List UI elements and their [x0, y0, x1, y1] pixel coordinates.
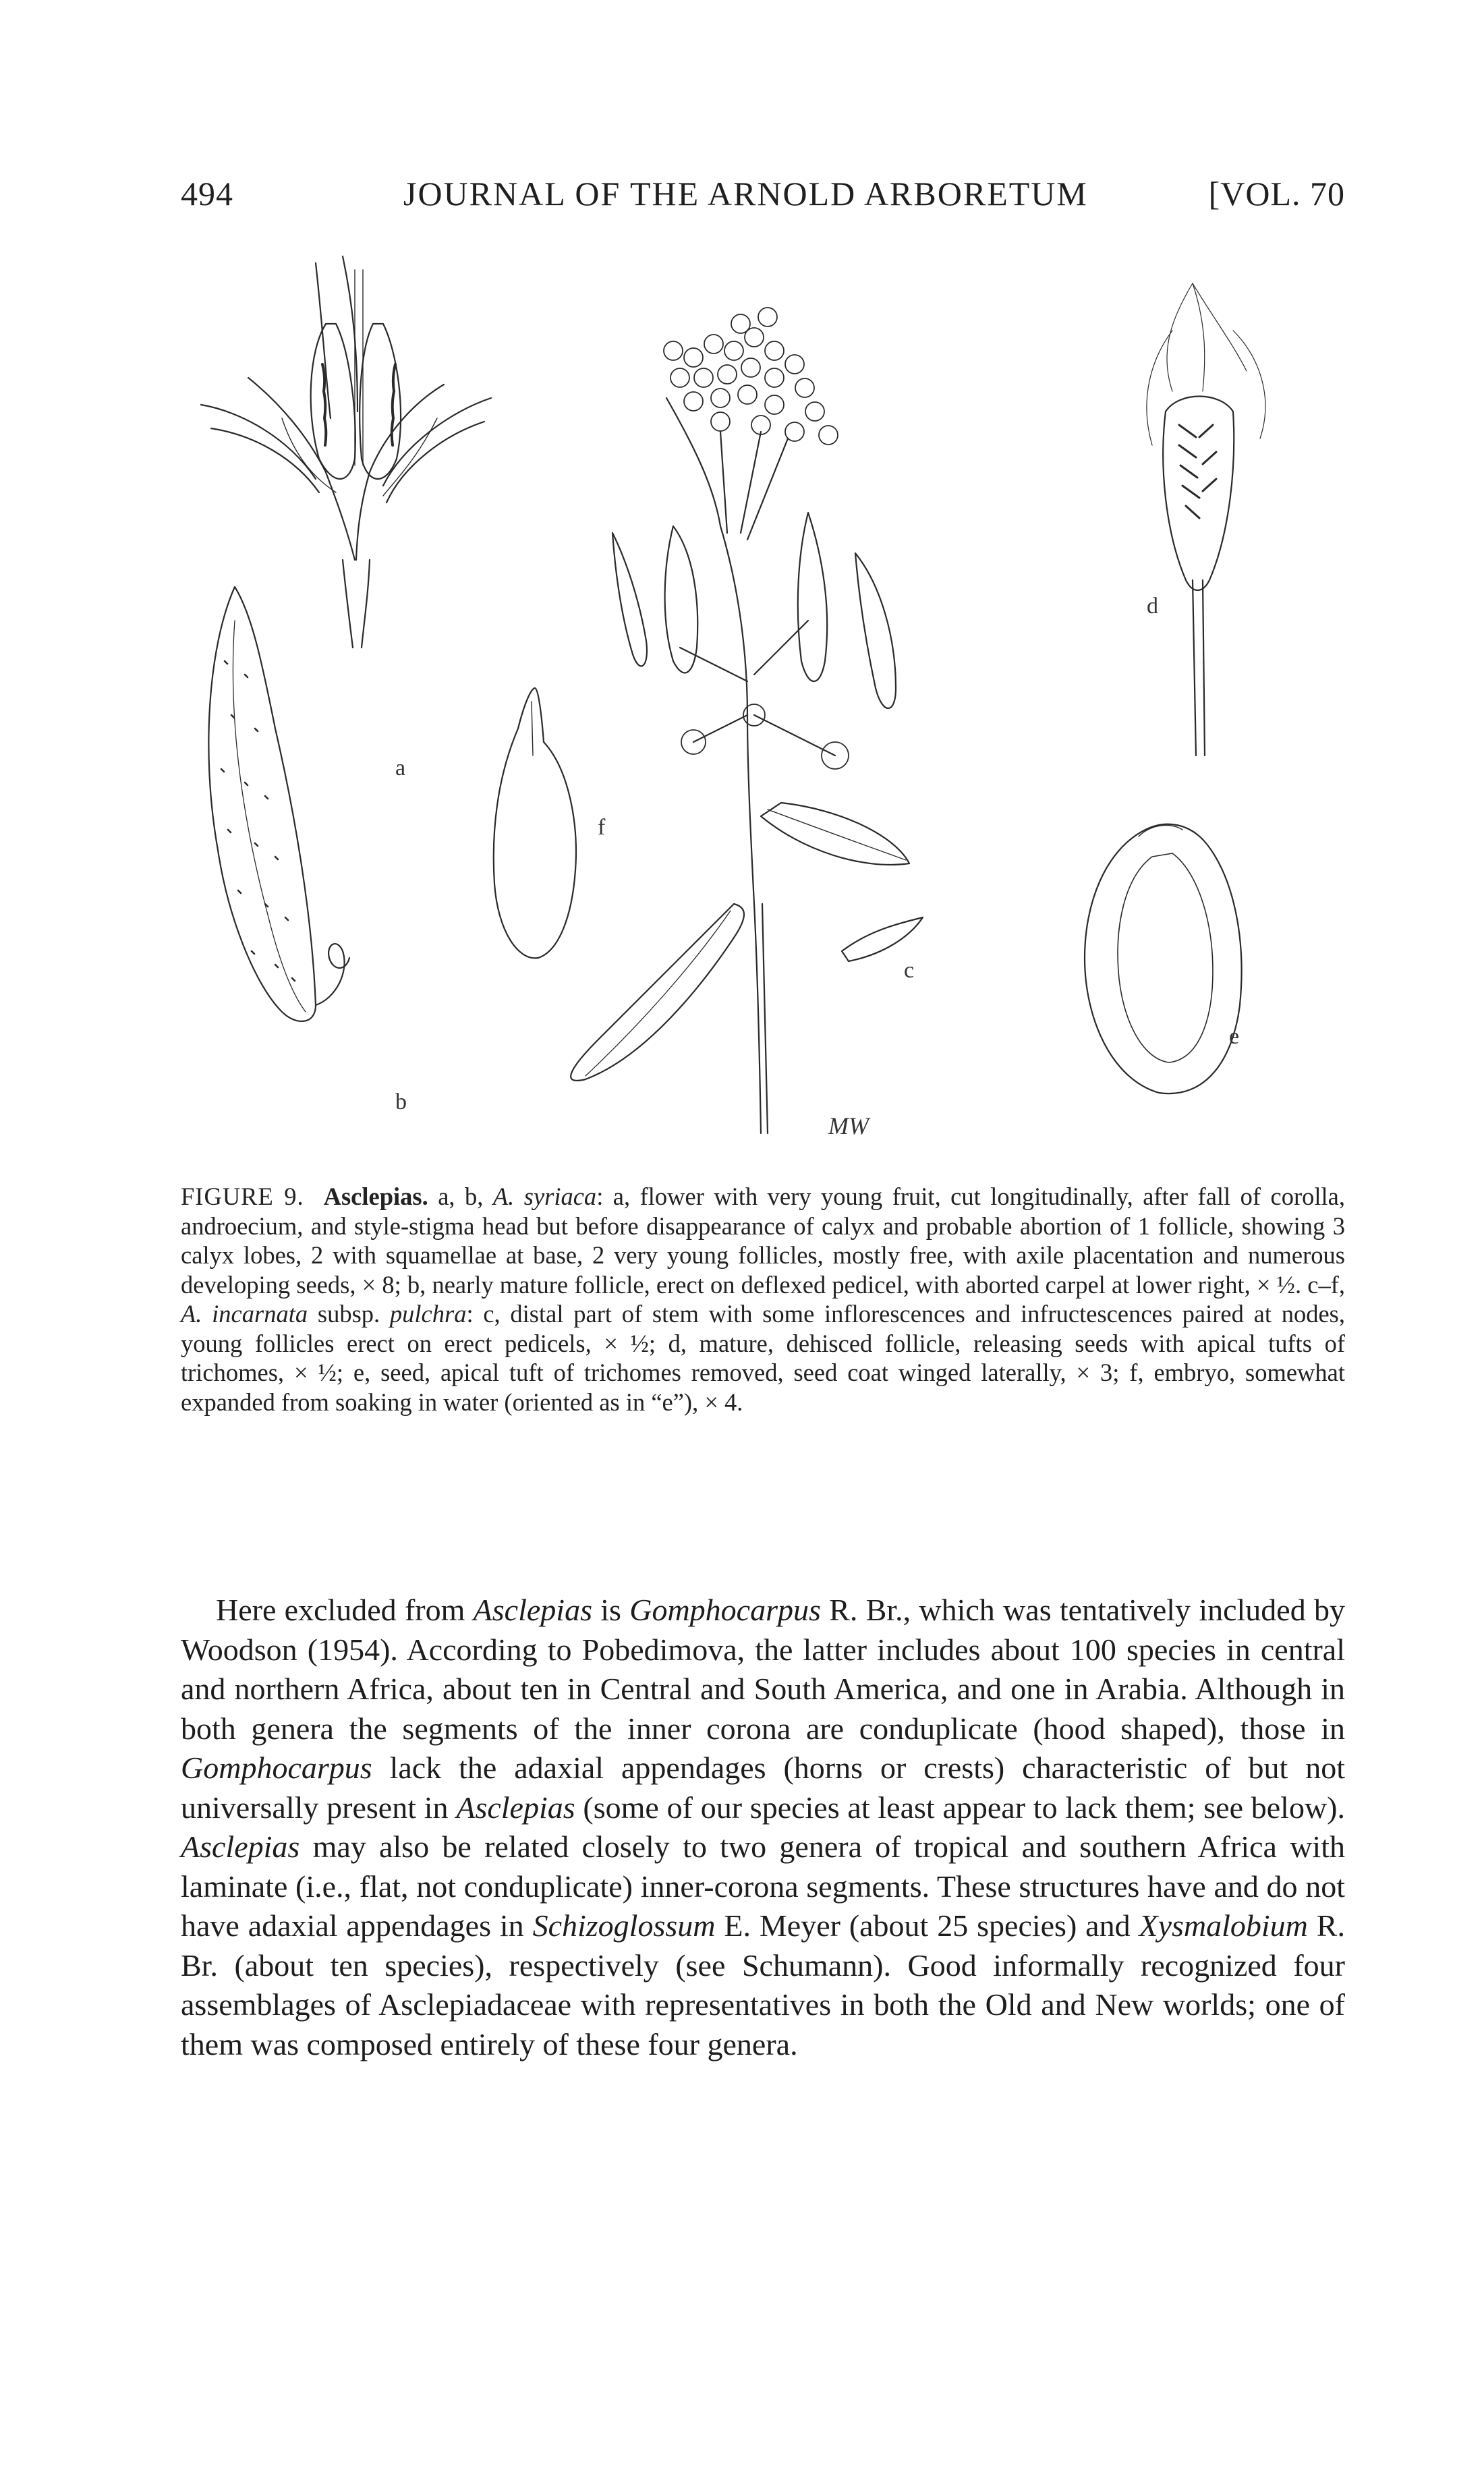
botanical-illustration	[181, 243, 1345, 1160]
drawing-f-embryo	[494, 688, 576, 958]
caption-text: a, b,	[428, 1183, 493, 1210]
drawing-c-stem	[571, 308, 923, 1133]
volume-label: [VOL. 70	[1208, 175, 1345, 212]
taxon-name: Gomphocarpus	[629, 1593, 821, 1627]
figure-caption	[181, 1182, 1345, 1417]
caption-text: : c, distal part of stem with some inflorescences and infructescences paired at nodes, young follicles erect on erect pedicels, × ½; d, mature, dehisced follicle, releasing seeds with apical tufts of trichomes, × ½; e, seed, apical tuft of trichomes removed, seed coat winged laterally, × 3; f, embryo, somewhat expanded from soaking in water (oriented as in “e”), × 4.	[181, 1300, 1345, 1416]
caption-species: A. incarnata	[181, 1300, 308, 1328]
journal-title: JOURNAL OF THE ARNOLD ARBORETUM	[403, 175, 1088, 212]
caption-text: : a, flower with very young fruit, cut longitudinally, after fall of corolla, androecium, and style-stigma head but before disappearance of calyx and probable abortion of 1 follicle, showing 3 calyx lobes, 2 with squamellae at base, 2 very young follicles, mostly free, with axile placentation and numerous developing seeds, × 8; b, nearly mature follicle, erect on deflexed pedicel, with aborted carpel at lower right, × ½. c–f,	[181, 1183, 1345, 1299]
label-f: f	[598, 815, 606, 840]
body-text: E. Meyer (about 25 species) and	[715, 1908, 1139, 1943]
figure-number: FIGURE 9.	[181, 1183, 304, 1210]
taxon-name: Schizoglossum	[532, 1908, 716, 1943]
drawing-b-follicle	[208, 587, 349, 1021]
body-text: (some of our species at least appear to lack them; see below).	[575, 1790, 1346, 1825]
caption-species: A. syriaca	[492, 1183, 597, 1210]
label-a: a	[395, 756, 406, 780]
drawing-a-flower-section	[201, 256, 491, 648]
label-d: d	[1147, 594, 1158, 619]
taxon-name: Gomphocarpus	[181, 1750, 372, 1785]
label-b: b	[395, 1089, 407, 1114]
drawing-d-dehisced-follicle	[1147, 283, 1265, 756]
body-text: Here excluded from	[216, 1593, 474, 1627]
body-text: R. Br., which was tentatively included by Woodson (1954). According to Pobedimova, the latter includes about 100 species in central and northern Africa, about ten in Central and South America, and one in Arabia. Although in both genera the segments of the inner corona are conduplicate (hood shaped), those in	[181, 1593, 1345, 1746]
taxon-name: Asclepias	[456, 1790, 575, 1825]
page-number: 494	[181, 175, 233, 212]
body-text: is	[592, 1593, 630, 1627]
caption-species: pulchra	[389, 1300, 467, 1328]
taxon-name: Asclepias	[181, 1829, 300, 1864]
caption-text: subsp.	[308, 1300, 390, 1328]
caption-genus: Asclepias.	[323, 1183, 428, 1210]
label-e: e	[1229, 1024, 1240, 1049]
taxon-name: Asclepias	[473, 1593, 592, 1627]
body-text: lack the adaxial appendages (horns or crests) characteristic of but not universally present in	[181, 1750, 1345, 1825]
body-text: may also be related closely to two genera of tropical and southern Africa with laminate (i.e., flat, not conduplicate) inner-corona segments. These structures have and do not have adaxial appendages in	[181, 1829, 1345, 1943]
drawing-e-seed	[1085, 824, 1242, 1093]
illustrator-signature: MW	[828, 1112, 869, 1139]
label-c: c	[904, 958, 915, 983]
body-paragraph	[181, 1591, 1345, 2064]
body-text: R. Br. (about ten species), respectively (see Schumann). Good informally recognized four assemblages of Asclepiadaceae with representatives in both the Old and New worlds; one of them was composed entirely of these four genera.	[181, 1908, 1345, 2061]
taxon-name: Xysmalobium	[1139, 1908, 1308, 1943]
figure-plate	[181, 243, 1345, 1160]
